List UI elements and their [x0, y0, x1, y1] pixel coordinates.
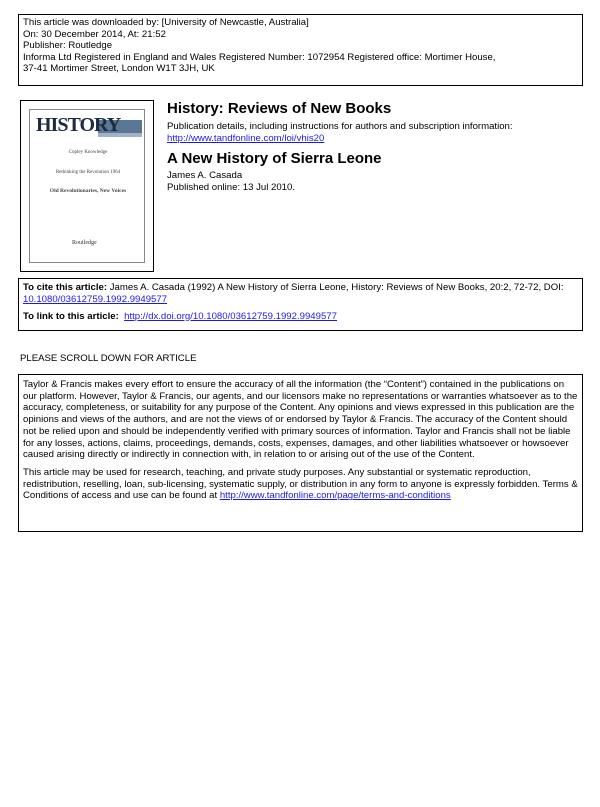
informa-line-2: 37-41 Mortimer Street, London W1T 3JH, UK	[23, 63, 215, 75]
article-title: A New History of Sierra Leone	[167, 150, 382, 167]
publisher-text: Publisher: Routledge	[23, 40, 113, 52]
cite-label: To cite this article:	[23, 282, 108, 293]
terms-conditions-link[interactable]: http://www.tandfonline.com/page/terms-and-conditions	[219, 490, 451, 502]
cover-line-2: Rethinking the Revolution 1964	[55, 170, 121, 175]
link-label: To link to this article:	[23, 310, 119, 322]
cover-line-1: Copley Knowledge	[68, 150, 108, 155]
download-notice-box	[18, 14, 583, 86]
cover-line-3: Old Revolutionaries, New Voices	[49, 188, 127, 194]
article-author: James A. Casada	[167, 170, 243, 181]
disclaimer-box	[18, 374, 583, 532]
publication-details-text: Publication details, including instructions for authors and subscription information:	[167, 121, 513, 132]
cover-frame	[29, 109, 145, 263]
publication-details	[167, 121, 513, 145]
informa-line-1: Informa Ltd Registered in England and Wales Registered Number: 1072954 Registered office: Mortimer House,	[23, 51, 496, 63]
disclaimer-paragraph-2	[23, 467, 578, 502]
disclaimer-paragraph-2-text: This article may be used for research, teaching, and private study purposes. Any substantial or systematic reproduction, redistribution, reselling, loan, sub-licensing, systematic supply, or distribution in any form to anyone is expressly forbidden. Terms & Conditions of access and use can be found at	[23, 466, 578, 502]
journal-title: History: Reviews of New Books	[167, 100, 392, 117]
article-meta	[167, 170, 295, 194]
disclaimer-paragraph-1: Taylor & Francis makes every effort to ensure the accuracy of all the information (the “Content”) contained in the publications on our platform. However, Taylor & Francis, our agents, and our licensors make no representations or warranties whatsoever as to the accuracy, completeness, or suitability for any purpose of the Content. Any opinions and views expressed in this publication are the opinions and views of the authors, and are not the views of or endorsed by Taylor & Francis. The accuracy of the Content should not be relied upon and should be independently verified with primary sources of information. Taylor and Francis shall not be liable for any losses, actions, claims, proceedings, demands, costs, expenses, damages, and other liabilities whatsoever or howsoever caused arising directly or indirectly in connection with, in relation to or arising out of the use of the Content.	[23, 379, 578, 461]
scroll-notice: PLEASE SCROLL DOWN FOR ARTICLE	[20, 353, 197, 364]
link-paragraph	[23, 311, 578, 323]
doi-link[interactable]: 10.1080/03612759.1992.9949577	[23, 293, 168, 305]
journal-url-link[interactable]: http://www.tandfonline.com/loi/vhis20	[167, 132, 325, 144]
cover-publisher-mark: Routledge	[72, 240, 97, 246]
journal-cover-image	[20, 100, 154, 272]
article-published-date: Published online: 13 Jul 2010.	[167, 181, 296, 193]
download-date-text: On: 30 December 2014, At: 21:52	[23, 28, 166, 40]
citation-box	[18, 278, 583, 331]
cite-paragraph	[23, 282, 578, 306]
cite-text: James A. Casada (1992) A New History of Sierra Leone, History: Reviews of New Books, 20:2, 72-72, DOI:	[107, 282, 564, 293]
cover-logo: HISTORY	[36, 114, 121, 136]
article-url-link[interactable]: http://dx.doi.org/10.1080/03612759.1992.9949577	[124, 310, 337, 322]
downloaded-by-text: This article was downloaded by: [University of Newcastle, Australia]	[23, 17, 309, 28]
